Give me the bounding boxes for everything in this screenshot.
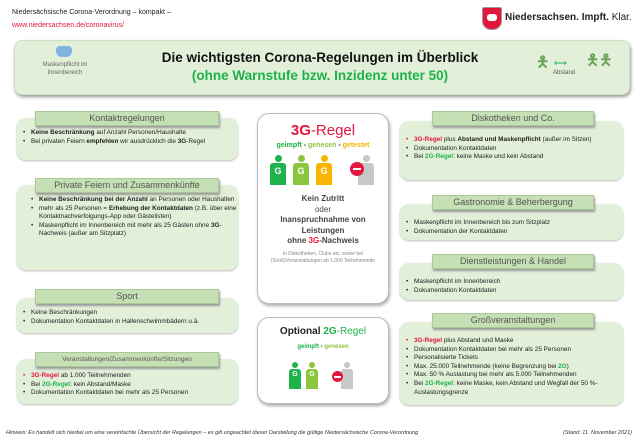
- list-item: [414, 287, 623, 296]
- 2g-title: Optional 2G-Regel: [279, 326, 367, 337]
- 3g-scope-note: in Diskotheken, Clubs etc. sowie bei (Groß)Veranstaltungen ab 1.000 Teilnehmende: [270, 250, 376, 264]
- list-item: [414, 363, 623, 372]
- page-title: Die wichtigsten Corona-Regelungen im Überblick: [161, 50, 479, 65]
- text-segment: mehr als 25 Personen =: [39, 204, 109, 212]
- page-subtitle: (ohne Warnstufe bzw. Inzidenz unter 50): [191, 68, 449, 83]
- 2g-subtitle: geimpft - genesen: [297, 344, 349, 350]
- text-segment: Personalisierte Tickets: [414, 354, 478, 362]
- 2g-rule-card: [257, 317, 389, 404]
- section-title-private-feiern: Private Feiern und Zusammenkünfte: [35, 178, 219, 193]
- text-segment: Keine Beschränkung bei der Anzahl: [39, 196, 148, 203]
- or-text: oder: [314, 204, 331, 214]
- text-segment: 3G-Regel: [31, 372, 60, 379]
- 3g-title-3g: 3G: [290, 122, 311, 139]
- list-item: [31, 138, 238, 147]
- text-segment: an Personen oder Haushalten: [147, 196, 235, 203]
- text-segment: Dokumentation Kontaktdaten: [414, 286, 497, 294]
- text-segment: Dokumentation Kontaktdaten: [414, 144, 497, 152]
- text-segment: : keine Maske und kein Abstand: [453, 153, 544, 161]
- text-segment: Bei privaten Feiern: [31, 137, 87, 145]
- list-item: [31, 129, 238, 138]
- section-diskotheken: [400, 121, 623, 180]
- text-segment: Erhebung der Kontaktdaten: [108, 204, 193, 212]
- list-item: [414, 145, 623, 154]
- header-title: Niedersächsische Corona-Verordnung – kompakt –: [12, 9, 171, 16]
- campaign-logo-text: [505, 12, 632, 23]
- text-segment: ab 1.000 Teilnehmenden: [59, 372, 131, 379]
- text-segment: Bei: [31, 380, 43, 388]
- text-segment: auf Anzahl Personen/Haushalte: [94, 129, 186, 136]
- recovered-person-icon: G: [306, 362, 318, 389]
- person-icon: 🯅: [536, 54, 550, 71]
- list-item: [414, 371, 623, 380]
- text-segment: Dokumentation Kontaktdaten bei mehr als 25 Personen: [31, 389, 189, 397]
- section-title-kontaktregelungen: Kontaktregelungen: [35, 111, 219, 126]
- text-segment: Maskenpflicht im Innenbereich: [414, 278, 501, 285]
- vaccinated-person-icon: G: [270, 155, 286, 185]
- text-segment: 3G-Regel: [414, 337, 443, 344]
- section-title-gastronomie: Gastronomie & Beherbergung: [432, 195, 594, 210]
- list-item: [414, 380, 623, 397]
- text-segment: 3G: [177, 137, 187, 145]
- sep: -: [301, 142, 309, 149]
- list-item: [31, 318, 238, 327]
- list-item: [31, 381, 238, 390]
- no-entry-icon: [332, 371, 343, 382]
- list-item: [31, 372, 238, 381]
- list-item: [39, 196, 238, 205]
- text-segment: 2G: [558, 362, 567, 370]
- section-title-diskotheken: Diskotheken und Co.: [432, 111, 594, 126]
- text-segment: Max. 50 % Auslastung bei mehr als 5.000 Teilnehmenden: [414, 371, 577, 379]
- list-item: [31, 389, 238, 398]
- text-segment: 2G-Regel: [42, 380, 71, 388]
- section-title-grossveranstaltungen: Großveranstaltungen: [432, 313, 594, 328]
- list-item: [414, 219, 623, 228]
- list-item: [31, 309, 238, 318]
- text-segment: Maskenpflicht im Innenbereich mit mehr als 25 Gästen ohne: [39, 221, 211, 229]
- text-segment: Max. 25.000 Teilnehmende (keine Begrenzung bei: [414, 362, 559, 370]
- section-title-dienstleistungen: Dienstleistungen & Handel: [432, 254, 594, 269]
- text-segment: Maskenpflicht im Innenbereich bis zum Sitzplatz: [414, 219, 551, 226]
- list-item: [414, 136, 623, 145]
- text-segment: ): [566, 362, 569, 370]
- text-segment: (außer im Sitzen): [540, 136, 592, 143]
- text-segment: plus Abstand und Maske: [442, 337, 514, 344]
- list-item: [414, 346, 623, 355]
- text-segment: plus: [442, 136, 458, 143]
- services-text: Inanspruchnahme von Leistungen: [280, 215, 366, 235]
- text-segment: 2G-Regel: [425, 379, 454, 387]
- text-segment: : keine Maske, kein Abstand und Wegfall der 50 %-Auslastungsgrenze: [414, 379, 598, 396]
- text-segment: Bei: [414, 379, 426, 387]
- 3g-title-rest: -Regel: [310, 122, 356, 139]
- text-segment: Abstand und Maskenpflicht: [457, 136, 541, 143]
- list-item: [414, 228, 623, 237]
- text-segment: (z.B. über eine Kontaktnachverfolgungs-App oder Gästelisten): [39, 204, 237, 221]
- text-segment: Dokumentation der Kontaktdaten: [414, 227, 508, 235]
- list-item: [414, 278, 623, 287]
- footer-date: (Stand: 11. November 2021): [563, 430, 632, 436]
- 3g-rule-card: [257, 113, 389, 304]
- no-entry-icon: [350, 162, 364, 176]
- header-url-link[interactable]: www.niedersachsen.de/coronavirus/: [12, 22, 125, 29]
- footer-note: Hinweis: Es handelt sich hierbei um eine vereinfachte Übersicht der Regelungen – es gilt ungeachtet dieser Darstellung die gültige Niedersächsische Corona-Verordnung: [6, 430, 419, 436]
- logo-end: Klar.: [608, 12, 632, 23]
- text-segment: Dokumentation Kontaktdaten in Hallenschwimmbädern u.ä.: [31, 317, 200, 325]
- list-item: [414, 153, 623, 162]
- 3g-subtitle: [258, 142, 388, 149]
- logo-main: Niedersachsen. Impft.: [505, 12, 609, 23]
- recovered-person-icon: G: [293, 155, 309, 185]
- getestet-label: getestet: [342, 142, 370, 149]
- section-title-sport: Sport: [35, 289, 219, 304]
- text-segment: wir ausdrücklich die: [118, 137, 178, 145]
- no-entry-text: Kein Zutritt: [301, 194, 345, 203]
- 3g-title: [258, 122, 388, 139]
- 3g-rule-text: [258, 194, 388, 247]
- text-segment: -Nachweis (außer am Sitzplatz): [39, 221, 222, 238]
- text-segment: Keine Beschränkungen: [31, 309, 98, 316]
- section-title-veranstaltungen: Veranstaltungen/Zusammenkünfte/Sitzungen: [35, 352, 219, 367]
- text-segment: -Regel: [186, 137, 206, 145]
- geimpft-label: geimpft: [276, 142, 302, 149]
- genesen-label: genesen: [308, 142, 337, 149]
- section-private-feiern: [17, 185, 238, 270]
- list-item: [39, 222, 238, 239]
- sep: -: [336, 142, 343, 149]
- list-item: [414, 354, 623, 363]
- text-segment: 3G: [210, 221, 220, 229]
- list-item: [39, 205, 238, 222]
- distance-label: Abstand: [553, 70, 576, 76]
- mask-label: Maskenpflicht im Innenbereich: [42, 62, 88, 76]
- text-segment: 3G-Regel: [414, 136, 443, 143]
- vaccinated-person-icon: G: [289, 362, 301, 389]
- text-segment: Bei: [414, 153, 426, 161]
- distance-arrow-icon: ⟷: [554, 58, 567, 68]
- tested-person-icon: G: [316, 155, 332, 185]
- text-segment: empfehlen: [86, 137, 119, 145]
- text-segment: 2G-Regel: [425, 153, 454, 161]
- people-group-icon: 🯅🯅: [586, 52, 613, 69]
- section-grossveranstaltungen: [400, 322, 623, 405]
- text-segment: : kein Abstand/Maske: [70, 380, 131, 388]
- text-segment: Keine Beschränkung: [31, 129, 95, 136]
- proof-text: ohne 3G-Nachweis: [287, 236, 359, 245]
- list-item: [414, 337, 623, 346]
- 3g-people: [258, 149, 388, 194]
- niedersachsen-horse-logo-icon: [482, 7, 502, 30]
- text-segment: Dokumentation Kontaktdaten bei mehr als 25 Personen: [414, 345, 572, 353]
